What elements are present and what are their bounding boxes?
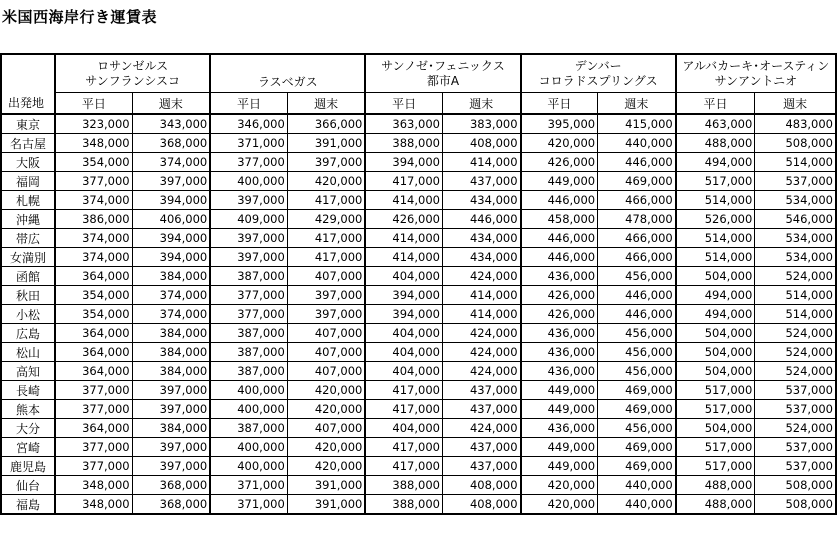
weekday-fare-cell: 446,000	[521, 229, 598, 248]
weekday-fare-cell: 400,000	[210, 438, 287, 457]
weekend-fare-cell: 394,000	[132, 229, 210, 248]
weekday-fare-cell: 449,000	[521, 172, 598, 191]
weekend-fare-cell: 407,000	[287, 419, 365, 438]
weekend-fare-cell: 469,000	[598, 381, 676, 400]
weekend-fare-cell: 437,000	[442, 438, 520, 457]
weekday-fare-cell: 388,000	[365, 495, 442, 515]
weekday-fare-cell: 417,000	[365, 400, 442, 419]
weekday-fare-cell: 446,000	[521, 248, 598, 267]
weekend-fare-cell: 424,000	[442, 324, 520, 343]
origin-city-cell: 福岡	[1, 172, 55, 191]
weekday-fare-cell: 323,000	[55, 114, 132, 134]
weekday-fare-cell: 394,000	[365, 305, 442, 324]
origin-city-cell: 宮崎	[1, 438, 55, 457]
weekend-fare-cell: 407,000	[287, 362, 365, 381]
destination-header-sj-phoenix	[365, 54, 520, 93]
weekend-fare-cell: 456,000	[598, 267, 676, 286]
weekday-fare-cell: 426,000	[521, 153, 598, 172]
origin-city-cell: 帯広	[1, 229, 55, 248]
weekend-fare-cell: 383,000	[442, 114, 520, 134]
weekday-fare-cell: 377,000	[55, 381, 132, 400]
weekend-fare-cell: 374,000	[132, 305, 210, 324]
day-type-header-row	[1, 93, 836, 115]
weekday-fare-cell: 504,000	[676, 419, 755, 438]
weekday-fare-cell: 420,000	[521, 134, 598, 153]
weekday-fare-cell: 514,000	[676, 191, 755, 210]
weekend-fare-cell: 514,000	[755, 286, 836, 305]
weekday-fare-cell: 364,000	[55, 267, 132, 286]
origin-city-cell: 広島	[1, 324, 55, 343]
weekday-fare-cell: 488,000	[676, 476, 755, 495]
weekend-header: 週末	[442, 93, 520, 115]
weekend-fare-cell: 408,000	[442, 134, 520, 153]
weekend-header: 週末	[287, 93, 365, 115]
weekend-fare-cell: 384,000	[132, 324, 210, 343]
weekend-fare-cell: 420,000	[287, 457, 365, 476]
weekday-fare-cell: 446,000	[521, 191, 598, 210]
weekday-fare-cell: 388,000	[365, 134, 442, 153]
weekend-fare-cell: 384,000	[132, 419, 210, 438]
destination-line1: ラスベガス	[257, 75, 318, 89]
weekday-fare-cell: 354,000	[55, 153, 132, 172]
weekday-fare-cell: 346,000	[210, 114, 287, 134]
weekday-fare-cell: 414,000	[365, 229, 442, 248]
weekend-header: 週末	[132, 93, 210, 115]
destination-line1: サンノゼ･フェニックス	[381, 58, 505, 73]
weekday-fare-cell: 420,000	[521, 476, 598, 495]
table-row	[1, 476, 836, 495]
weekday-fare-cell: 394,000	[365, 153, 442, 172]
weekend-fare-cell: 440,000	[598, 476, 676, 495]
weekday-fare-cell: 377,000	[55, 438, 132, 457]
weekend-fare-cell: 469,000	[598, 400, 676, 419]
weekday-fare-cell: 400,000	[210, 457, 287, 476]
weekend-fare-cell: 374,000	[132, 286, 210, 305]
table-row	[1, 343, 836, 362]
weekday-fare-cell: 494,000	[676, 286, 755, 305]
weekday-fare-cell: 404,000	[365, 343, 442, 362]
weekday-fare-cell: 397,000	[210, 191, 287, 210]
weekend-fare-cell: 420,000	[287, 438, 365, 457]
weekday-fare-cell: 449,000	[521, 457, 598, 476]
weekend-fare-cell: 424,000	[442, 419, 520, 438]
weekday-header: 平日	[365, 93, 442, 115]
weekend-fare-cell: 456,000	[598, 343, 676, 362]
weekend-fare-cell: 534,000	[755, 248, 836, 267]
weekend-fare-cell: 420,000	[287, 381, 365, 400]
page-title: 米国西海岸行き運賃表	[2, 8, 158, 26]
weekend-fare-cell: 417,000	[287, 191, 365, 210]
weekday-fare-cell: 387,000	[210, 267, 287, 286]
weekday-fare-cell: 395,000	[521, 114, 598, 134]
weekday-fare-cell: 514,000	[676, 229, 755, 248]
weekend-fare-cell: 514,000	[755, 153, 836, 172]
weekday-fare-cell: 400,000	[210, 381, 287, 400]
weekend-fare-cell: 414,000	[442, 153, 520, 172]
weekend-fare-cell: 434,000	[442, 229, 520, 248]
origin-city-cell: 熊本	[1, 400, 55, 419]
weekend-fare-cell: 368,000	[132, 134, 210, 153]
table-row	[1, 438, 836, 457]
weekday-fare-cell: 504,000	[676, 267, 755, 286]
weekday-fare-cell: 449,000	[521, 381, 598, 400]
weekend-fare-cell: 508,000	[755, 134, 836, 153]
weekend-fare-cell: 420,000	[287, 172, 365, 191]
origin-header-label: 出発地	[8, 96, 45, 110]
weekday-fare-cell: 377,000	[210, 286, 287, 305]
weekday-fare-cell: 397,000	[210, 229, 287, 248]
origin-city-cell: 大阪	[1, 153, 55, 172]
weekday-fare-cell: 364,000	[55, 324, 132, 343]
weekday-fare-cell: 414,000	[365, 191, 442, 210]
weekend-fare-cell: 437,000	[442, 381, 520, 400]
table-row	[1, 495, 836, 515]
weekday-fare-cell: 404,000	[365, 324, 442, 343]
weekday-fare-cell: 417,000	[365, 172, 442, 191]
weekend-fare-cell: 406,000	[132, 210, 210, 229]
weekday-fare-cell: 504,000	[676, 324, 755, 343]
table-row	[1, 419, 836, 438]
origin-column-header	[1, 54, 55, 114]
weekend-fare-cell: 534,000	[755, 229, 836, 248]
table-body	[1, 114, 836, 514]
weekend-fare-cell: 417,000	[287, 248, 365, 267]
weekend-fare-cell: 424,000	[442, 362, 520, 381]
weekday-fare-cell: 463,000	[676, 114, 755, 134]
weekday-fare-cell: 363,000	[365, 114, 442, 134]
origin-city-cell: 秋田	[1, 286, 55, 305]
destination-header-albuquerque	[676, 54, 836, 93]
weekday-fare-cell: 397,000	[210, 248, 287, 267]
weekend-fare-cell: 469,000	[598, 438, 676, 457]
weekday-fare-cell: 414,000	[365, 248, 442, 267]
weekday-header: 平日	[210, 93, 287, 115]
weekend-fare-cell: 368,000	[132, 476, 210, 495]
weekend-fare-cell: 534,000	[755, 191, 836, 210]
weekend-fare-cell: 514,000	[755, 305, 836, 324]
weekend-fare-cell: 508,000	[755, 495, 836, 515]
weekday-fare-cell: 517,000	[676, 457, 755, 476]
weekend-fare-cell: 434,000	[442, 191, 520, 210]
weekday-fare-cell: 348,000	[55, 134, 132, 153]
table-row	[1, 267, 836, 286]
weekend-fare-cell: 391,000	[287, 495, 365, 515]
weekday-fare-cell: 494,000	[676, 305, 755, 324]
destination-line1: アルバカーキ･オースティン	[682, 58, 830, 73]
table-row	[1, 191, 836, 210]
weekend-fare-cell: 466,000	[598, 248, 676, 267]
weekend-fare-cell: 391,000	[287, 476, 365, 495]
weekday-fare-cell: 394,000	[365, 286, 442, 305]
weekday-fare-cell: 364,000	[55, 362, 132, 381]
weekend-fare-cell: 397,000	[132, 438, 210, 457]
weekday-fare-cell: 526,000	[676, 210, 755, 229]
weekday-fare-cell: 371,000	[210, 134, 287, 153]
weekday-fare-cell: 377,000	[55, 172, 132, 191]
weekend-fare-cell: 524,000	[755, 343, 836, 362]
origin-city-cell: 札幌	[1, 191, 55, 210]
weekday-fare-cell: 436,000	[521, 362, 598, 381]
weekday-fare-cell: 387,000	[210, 343, 287, 362]
weekday-fare-cell: 354,000	[55, 286, 132, 305]
weekend-fare-cell: 546,000	[755, 210, 836, 229]
weekday-fare-cell: 426,000	[521, 305, 598, 324]
table-row	[1, 324, 836, 343]
origin-city-cell: 高知	[1, 362, 55, 381]
weekday-fare-cell: 436,000	[521, 419, 598, 438]
weekend-fare-cell: 466,000	[598, 229, 676, 248]
weekend-fare-cell: 415,000	[598, 114, 676, 134]
destination-line2: コロラドスプリングス	[538, 73, 658, 88]
weekday-fare-cell: 517,000	[676, 438, 755, 457]
table-row	[1, 305, 836, 324]
table-row	[1, 381, 836, 400]
weekend-fare-cell: 537,000	[755, 457, 836, 476]
weekday-fare-cell: 420,000	[521, 495, 598, 515]
weekday-fare-cell: 371,000	[210, 476, 287, 495]
weekday-fare-cell: 374,000	[55, 248, 132, 267]
weekday-fare-cell: 488,000	[676, 134, 755, 153]
destination-line2: サンフランシスコ	[85, 73, 180, 88]
weekend-fare-cell: 437,000	[442, 172, 520, 191]
origin-city-cell: 沖縄	[1, 210, 55, 229]
weekend-fare-cell: 524,000	[755, 419, 836, 438]
weekday-fare-cell: 426,000	[521, 286, 598, 305]
weekday-fare-cell: 377,000	[55, 457, 132, 476]
table-row	[1, 114, 836, 134]
table-row	[1, 229, 836, 248]
weekend-fare-cell: 417,000	[287, 229, 365, 248]
weekend-fare-cell: 408,000	[442, 495, 520, 515]
weekend-fare-cell: 397,000	[132, 381, 210, 400]
weekday-fare-cell: 387,000	[210, 419, 287, 438]
weekday-fare-cell: 374,000	[55, 191, 132, 210]
table-row	[1, 248, 836, 267]
weekend-fare-cell: 483,000	[755, 114, 836, 134]
table-row	[1, 210, 836, 229]
weekend-fare-cell: 384,000	[132, 362, 210, 381]
weekday-fare-cell: 488,000	[676, 495, 755, 515]
table-row	[1, 400, 836, 419]
weekday-fare-cell: 417,000	[365, 438, 442, 457]
weekend-fare-cell: 440,000	[598, 134, 676, 153]
weekend-fare-cell: 384,000	[132, 267, 210, 286]
origin-city-cell: 女満別	[1, 248, 55, 267]
weekend-fare-cell: 397,000	[132, 172, 210, 191]
destination-header-denver	[521, 54, 676, 93]
origin-city-cell: 大分	[1, 419, 55, 438]
table-header	[1, 54, 836, 114]
destination-line1: ロサンゼルス	[97, 58, 169, 73]
weekday-fare-cell: 514,000	[676, 248, 755, 267]
weekend-fare-cell: 508,000	[755, 476, 836, 495]
weekend-fare-cell: 537,000	[755, 438, 836, 457]
weekday-fare-cell: 436,000	[521, 267, 598, 286]
weekday-fare-cell: 386,000	[55, 210, 132, 229]
weekend-fare-cell: 524,000	[755, 362, 836, 381]
weekend-fare-cell: 397,000	[287, 153, 365, 172]
weekend-fare-cell: 524,000	[755, 324, 836, 343]
weekday-fare-cell: 517,000	[676, 400, 755, 419]
weekend-fare-cell: 537,000	[755, 400, 836, 419]
weekday-fare-cell: 417,000	[365, 381, 442, 400]
weekend-fare-cell: 394,000	[132, 191, 210, 210]
weekend-fare-cell: 397,000	[287, 305, 365, 324]
origin-city-cell: 松山	[1, 343, 55, 362]
weekend-fare-cell: 408,000	[442, 476, 520, 495]
weekday-fare-cell: 426,000	[365, 210, 442, 229]
weekday-fare-cell: 436,000	[521, 343, 598, 362]
weekend-fare-cell: 456,000	[598, 419, 676, 438]
table-row	[1, 153, 836, 172]
weekend-fare-cell: 374,000	[132, 153, 210, 172]
weekday-fare-cell: 377,000	[55, 400, 132, 419]
destination-line2: サンアントニオ	[714, 73, 798, 88]
weekend-fare-cell: 434,000	[442, 248, 520, 267]
table-row	[1, 362, 836, 381]
weekday-fare-cell: 449,000	[521, 438, 598, 457]
weekday-fare-cell: 404,000	[365, 267, 442, 286]
weekend-fare-cell: 407,000	[287, 343, 365, 362]
weekend-fare-cell: 537,000	[755, 172, 836, 191]
weekend-fare-cell: 446,000	[442, 210, 520, 229]
weekend-fare-cell: 478,000	[598, 210, 676, 229]
weekday-fare-cell: 371,000	[210, 495, 287, 515]
origin-city-cell: 長崎	[1, 381, 55, 400]
origin-city-cell: 東京	[1, 114, 55, 134]
weekend-fare-cell: 440,000	[598, 495, 676, 515]
weekday-fare-cell: 517,000	[676, 172, 755, 191]
weekday-fare-cell: 377,000	[210, 305, 287, 324]
weekday-fare-cell: 348,000	[55, 495, 132, 515]
destination-line1: デンバー	[574, 58, 622, 73]
destination-line2: 都市A	[426, 73, 460, 88]
origin-city-cell: 鹿児島	[1, 457, 55, 476]
weekend-fare-cell: 397,000	[287, 286, 365, 305]
weekend-fare-cell: 456,000	[598, 362, 676, 381]
weekend-fare-cell: 437,000	[442, 400, 520, 419]
weekday-fare-cell: 388,000	[365, 476, 442, 495]
destination-header-row	[1, 54, 836, 93]
weekend-header: 週末	[598, 93, 676, 115]
origin-city-cell: 名古屋	[1, 134, 55, 153]
weekend-fare-cell: 446,000	[598, 286, 676, 305]
weekend-fare-cell: 429,000	[287, 210, 365, 229]
weekend-fare-cell: 446,000	[598, 305, 676, 324]
weekday-fare-cell: 494,000	[676, 153, 755, 172]
fare-table	[0, 53, 837, 515]
weekday-fare-cell: 404,000	[365, 362, 442, 381]
weekend-fare-cell: 466,000	[598, 191, 676, 210]
weekend-fare-cell: 394,000	[132, 248, 210, 267]
weekday-fare-cell: 400,000	[210, 400, 287, 419]
weekday-fare-cell: 364,000	[55, 419, 132, 438]
origin-city-cell: 小松	[1, 305, 55, 324]
weekday-header: 平日	[55, 93, 132, 115]
weekend-header: 週末	[755, 93, 836, 115]
weekend-fare-cell: 414,000	[442, 286, 520, 305]
table-row	[1, 134, 836, 153]
weekend-fare-cell: 407,000	[287, 267, 365, 286]
weekend-fare-cell: 456,000	[598, 324, 676, 343]
table-row	[1, 457, 836, 476]
weekend-fare-cell: 469,000	[598, 457, 676, 476]
weekend-fare-cell: 446,000	[598, 153, 676, 172]
table-row	[1, 172, 836, 191]
weekend-fare-cell: 343,000	[132, 114, 210, 134]
weekday-fare-cell: 354,000	[55, 305, 132, 324]
weekend-fare-cell: 391,000	[287, 134, 365, 153]
weekday-fare-cell: 449,000	[521, 400, 598, 419]
weekday-fare-cell: 404,000	[365, 419, 442, 438]
weekday-fare-cell: 387,000	[210, 362, 287, 381]
weekend-fare-cell: 397,000	[132, 400, 210, 419]
origin-city-cell: 函館	[1, 267, 55, 286]
weekday-fare-cell: 364,000	[55, 343, 132, 362]
weekend-fare-cell: 469,000	[598, 172, 676, 191]
table-row	[1, 286, 836, 305]
origin-city-cell: 福島	[1, 495, 55, 515]
weekday-fare-cell: 374,000	[55, 229, 132, 248]
weekday-fare-cell: 409,000	[210, 210, 287, 229]
weekend-fare-cell: 397,000	[132, 457, 210, 476]
weekend-fare-cell: 384,000	[132, 343, 210, 362]
weekend-fare-cell: 424,000	[442, 267, 520, 286]
weekday-fare-cell: 504,000	[676, 343, 755, 362]
weekend-fare-cell: 407,000	[287, 324, 365, 343]
weekday-fare-cell: 504,000	[676, 362, 755, 381]
destination-header-las-vegas	[210, 54, 365, 93]
weekend-fare-cell: 424,000	[442, 343, 520, 362]
weekend-fare-cell: 437,000	[442, 457, 520, 476]
weekday-header: 平日	[676, 93, 755, 115]
weekend-fare-cell: 414,000	[442, 305, 520, 324]
weekday-fare-cell: 348,000	[55, 476, 132, 495]
weekday-fare-cell: 417,000	[365, 457, 442, 476]
weekend-fare-cell: 368,000	[132, 495, 210, 515]
weekday-fare-cell: 387,000	[210, 324, 287, 343]
weekend-fare-cell: 524,000	[755, 267, 836, 286]
weekday-fare-cell: 517,000	[676, 381, 755, 400]
weekend-fare-cell: 537,000	[755, 381, 836, 400]
origin-city-cell: 仙台	[1, 476, 55, 495]
weekend-fare-cell: 366,000	[287, 114, 365, 134]
weekday-fare-cell: 400,000	[210, 172, 287, 191]
weekday-fare-cell: 458,000	[521, 210, 598, 229]
weekday-fare-cell: 436,000	[521, 324, 598, 343]
weekday-fare-cell: 377,000	[210, 153, 287, 172]
destination-header-la-sf	[55, 54, 210, 93]
weekend-fare-cell: 420,000	[287, 400, 365, 419]
weekday-header: 平日	[521, 93, 598, 115]
